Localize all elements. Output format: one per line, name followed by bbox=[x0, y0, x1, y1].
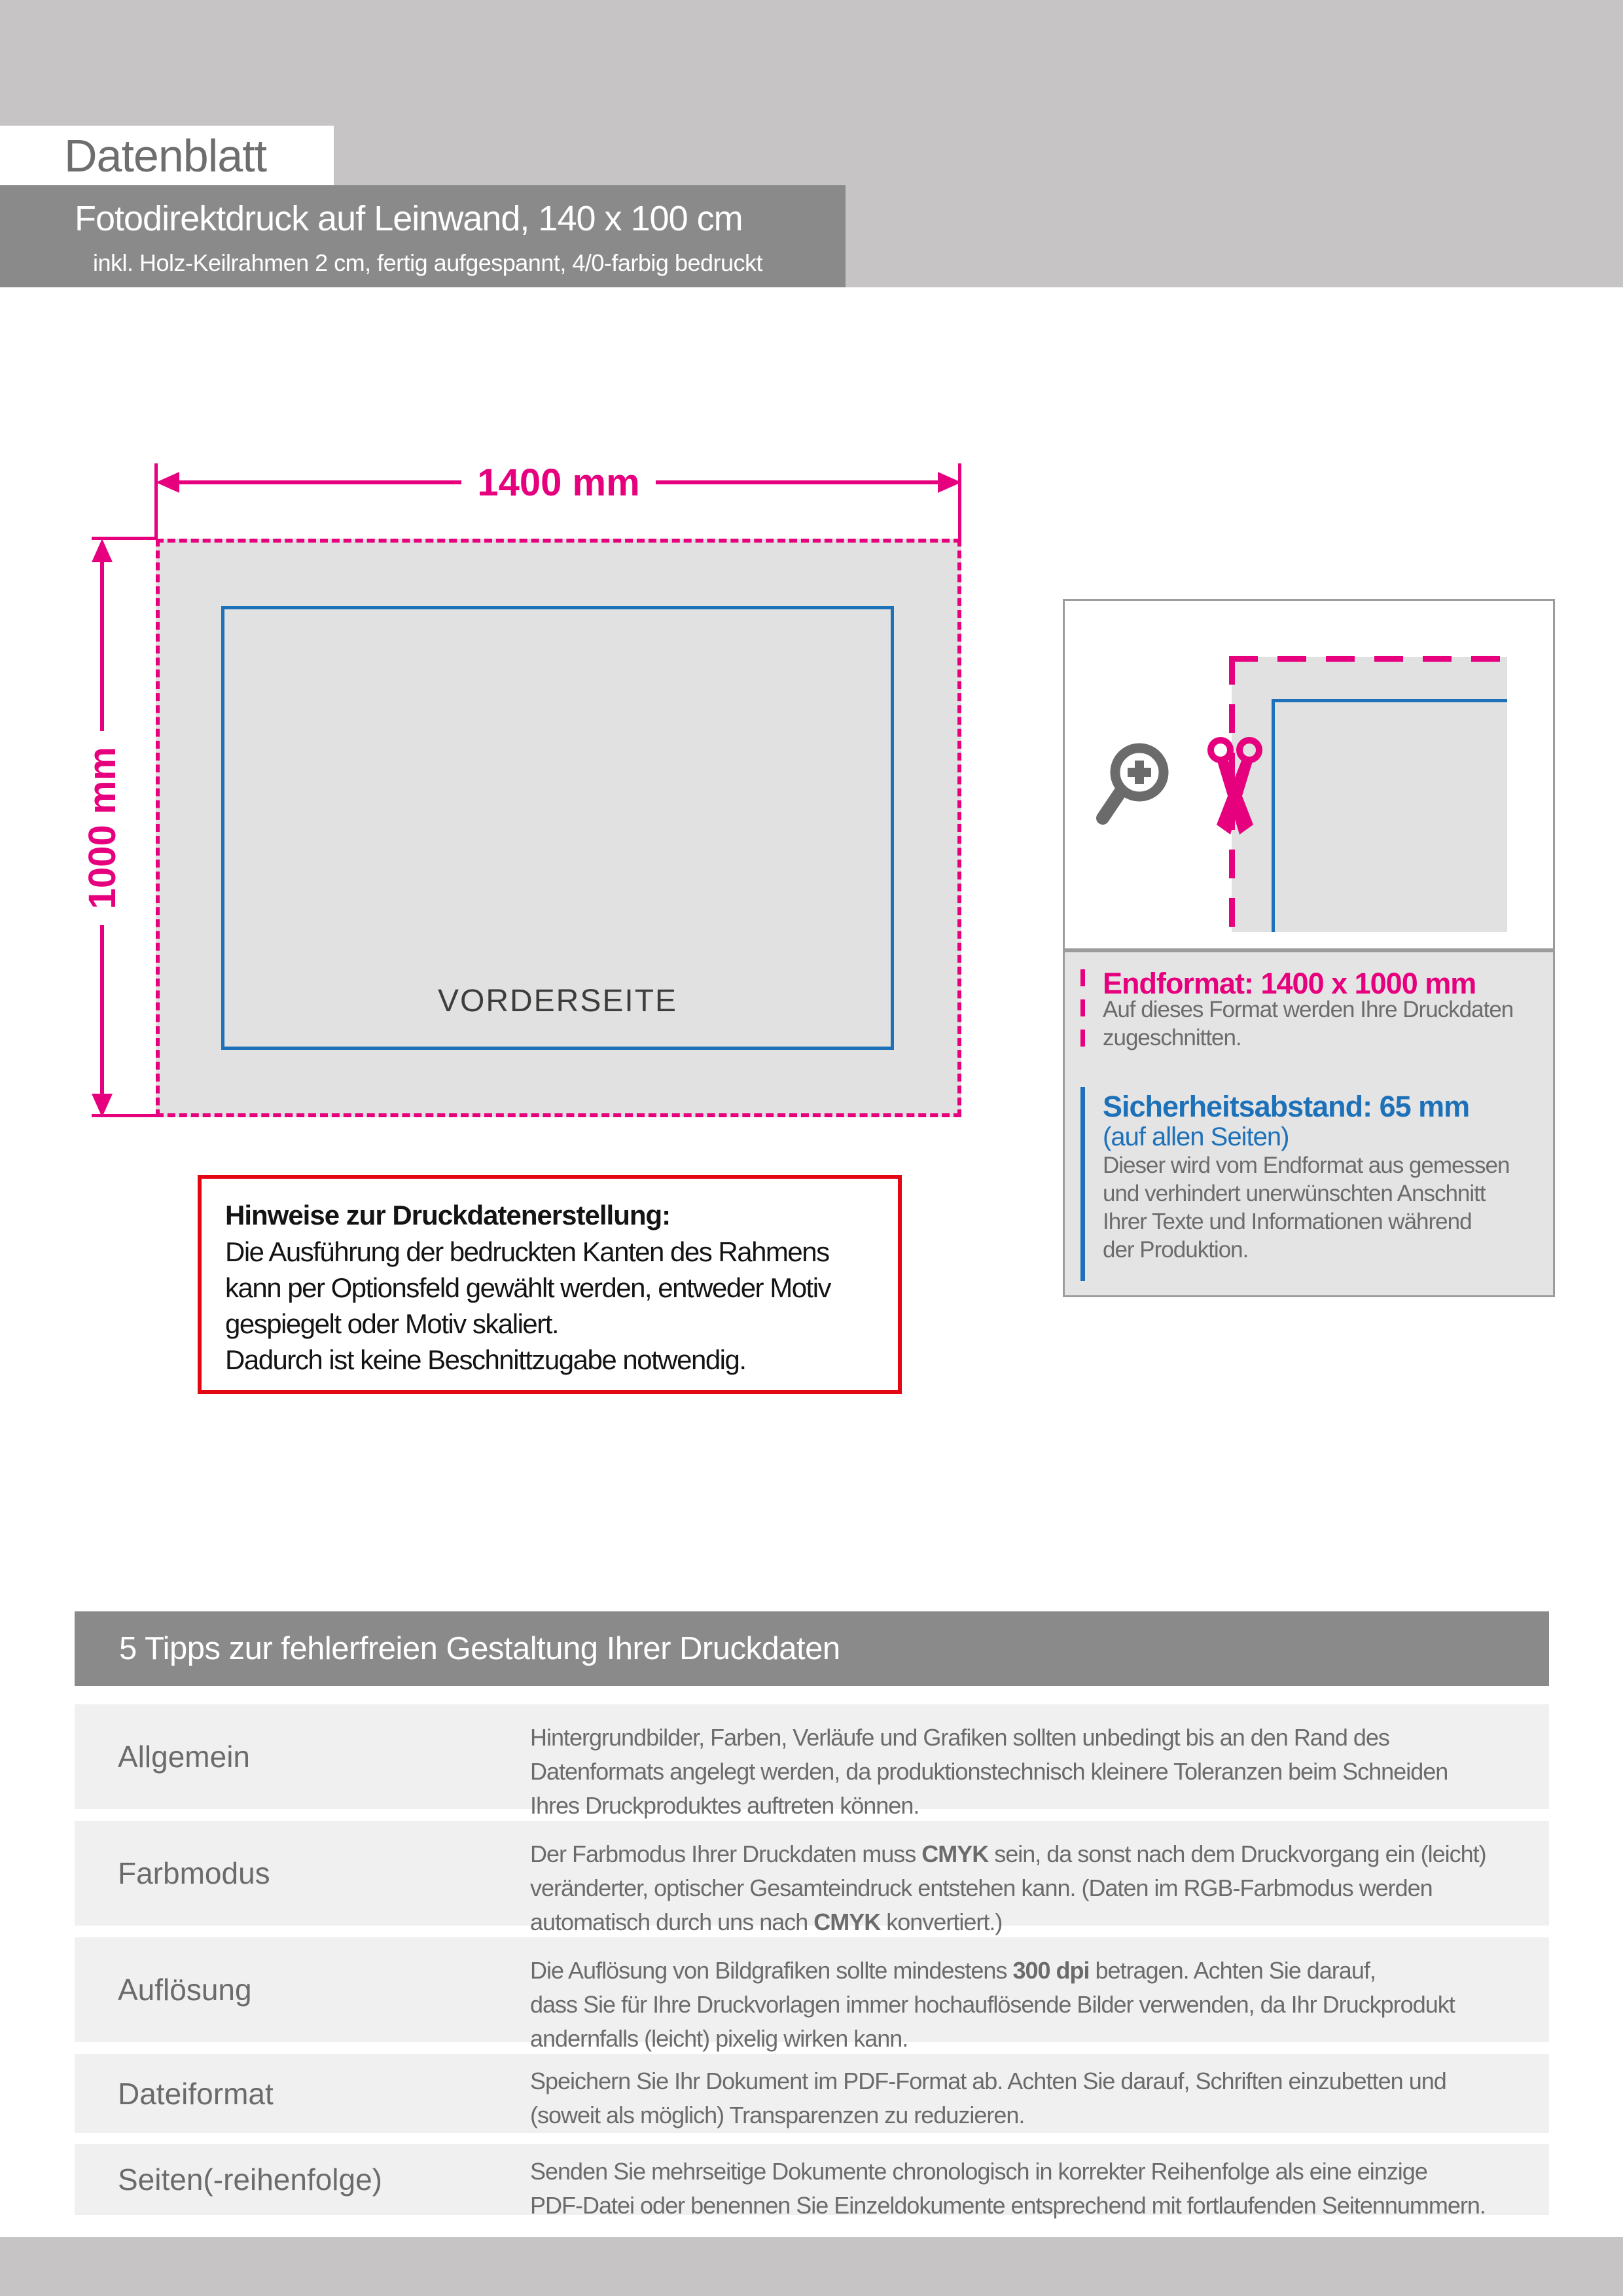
endformat-text: Auf dieses Format werden Ihre Druckdaten bbox=[1103, 997, 1514, 1022]
tips-banner bbox=[75, 1611, 1549, 1686]
product-details: inkl. Holz-Keilrahmen 2 cm, fertig aufgespannt, 4/0-farbig bedruckt bbox=[93, 249, 763, 276]
tip-row-allgemein bbox=[75, 1704, 1549, 1819]
product-name: Fotodirektdruck auf Leinwand, 140 x 100 cm bbox=[75, 199, 743, 238]
extension-tick bbox=[92, 537, 158, 540]
arrow-up-icon bbox=[92, 539, 113, 562]
safety-text: und verhindert unerwünschten Anschnitt bbox=[1103, 1181, 1486, 1206]
tip-text-line: veränderter, optischer Gesamteindruck entstehen kann. (Daten im RGB-Farbmodus werden bbox=[530, 1874, 1433, 1901]
dimension-line bbox=[656, 480, 938, 484]
product-banner bbox=[0, 185, 846, 287]
safety-text: der Produktion. bbox=[1103, 1237, 1249, 1263]
width-dimension-label: 1400 mm bbox=[477, 461, 640, 504]
tip-text-line: Ihres Druckproduktes auftreten können. bbox=[530, 1792, 919, 1819]
detail-cut-line-horizontal bbox=[1229, 656, 1513, 662]
safety-text: Ihrer Texte und Informationen während bbox=[1103, 1209, 1472, 1234]
bleed-area bbox=[156, 539, 961, 1117]
tip-row-farbmodus bbox=[75, 1821, 1549, 1935]
tip-row-text bbox=[530, 1954, 1455, 2056]
tip-text-line: (soweit als möglich) Transparenzen zu reduzieren. bbox=[530, 2102, 1025, 2128]
height-dimension bbox=[81, 539, 123, 1117]
tip-text-line: Senden Sie mehrseitige Dokumente chronologisch in korrekter Reihenfolge als eine einzige bbox=[530, 2158, 1427, 2185]
height-dimension-label: 1000 mm bbox=[80, 746, 124, 910]
dimension-line bbox=[100, 925, 104, 1094]
tips-banner-title: 5 Tipps zur fehlerfreien Gestaltung Ihrer Druckdaten bbox=[119, 1631, 840, 1666]
endformat-title: Endformat: 1400 x 1000 mm bbox=[1103, 967, 1476, 1000]
tip-row-aufloesung bbox=[75, 1937, 1549, 2052]
front-side-label: VORDERSEITE bbox=[437, 984, 678, 1018]
notice-title: Hinweise zur Druckdatenerstellung: bbox=[225, 1200, 671, 1230]
tip-text-line: automatisch durch uns nach CMYK konvertiert.) bbox=[530, 1909, 1003, 1935]
tip-text-line: Speichern Sie Ihr Dokument im PDF-Format ab. Achten Sie darauf, Schriften einzubetten und bbox=[530, 2068, 1446, 2094]
arrow-left-icon bbox=[156, 472, 179, 493]
notice-text: kann per Optionsfeld gewählt werden, entweder Motiv bbox=[225, 1272, 831, 1303]
tip-row-text bbox=[530, 2064, 1446, 2132]
page-title: Datenblatt bbox=[64, 130, 267, 181]
tip-text-line: andernfalls (leicht) pixelig wirken kann. bbox=[530, 2025, 908, 2052]
safety-line-legend-icon bbox=[1080, 1087, 1085, 1281]
corner-detail-box bbox=[1063, 599, 1555, 950]
safety-area bbox=[221, 606, 894, 1050]
magnifier-zoom-icon bbox=[1092, 740, 1177, 831]
format-info-panel bbox=[1063, 950, 1555, 1297]
tip-row-text bbox=[530, 2155, 1486, 2223]
notice-text: gespiegelt oder Motiv skaliert. bbox=[225, 1308, 559, 1339]
tip-text-line: Hintergrundbilder, Farben, Verläufe und Grafiken sollten unbedingt bis an den Rand des bbox=[530, 1724, 1389, 1751]
safety-subtitle: (auf allen Seiten) bbox=[1103, 1122, 1289, 1151]
tip-row-label: Dateiformat bbox=[118, 2076, 274, 2111]
safety-text: Dieser wird vom Endformat aus gemessen bbox=[1103, 1153, 1510, 1178]
detail-safety-line-horizontal bbox=[1272, 699, 1507, 702]
detail-safety-line-vertical bbox=[1272, 699, 1275, 932]
extension-tick bbox=[92, 1114, 158, 1117]
notice-text: Dadurch ist keine Beschnittzugabe notwendig. bbox=[225, 1344, 746, 1375]
width-dimension bbox=[156, 461, 961, 503]
tip-row-text bbox=[530, 1721, 1448, 1823]
tip-row-seitenreihenfolge bbox=[75, 2144, 1549, 2219]
cut-line-legend-icon bbox=[1080, 969, 1085, 1047]
tip-row-dateiformat bbox=[75, 2054, 1549, 2133]
tip-row-label: Seiten(-reihenfolge) bbox=[118, 2162, 383, 2197]
tip-row-label: Auflösung bbox=[118, 1973, 252, 2007]
tip-text-line: Der Farbmodus Ihrer Druckdaten muss CMYK sein, da sonst nach dem Druckvorgang ein (leicht) bbox=[530, 1840, 1486, 1867]
datenblatt-title-box bbox=[0, 126, 334, 185]
tip-row-label: Allgemein bbox=[118, 1740, 250, 1774]
tip-row-label: Farbmodus bbox=[118, 1856, 270, 1890]
tip-text-line: dass Sie für Ihre Druckvorlagen immer hochauflösende Bilder verwenden, da Ihr Druckprodukt bbox=[530, 1991, 1455, 2018]
print-data-notice-box bbox=[198, 1175, 902, 1394]
notice-text: Die Ausführung der bedruckten Kanten des Rahmens bbox=[225, 1236, 829, 1267]
dimension-line bbox=[179, 480, 461, 484]
tip-text-line: Die Auflösung von Bildgrafiken sollte mindestens 300 dpi betragen. Achten Sie darauf, bbox=[530, 1957, 1376, 1984]
tip-text-line: Datenformats angelegt werden, da produktionstechnisch kleinere Toleranzen beim Schneiden bbox=[530, 1758, 1448, 1785]
scissors-icon bbox=[1204, 736, 1266, 837]
endformat-text: zugeschnitten. bbox=[1103, 1025, 1241, 1050]
tip-row-text bbox=[530, 1837, 1486, 1939]
safety-title: Sicherheitsabstand: 65 mm bbox=[1103, 1090, 1470, 1123]
extension-tick bbox=[154, 463, 158, 539]
footer-band bbox=[0, 2237, 1623, 2296]
extension-tick bbox=[958, 463, 961, 539]
tip-text-line: PDF-Datei oder benennen Sie Einzeldokumente entsprechend mit fortlaufenden Seitennummern. bbox=[530, 2192, 1486, 2219]
dimension-line bbox=[100, 562, 104, 731]
